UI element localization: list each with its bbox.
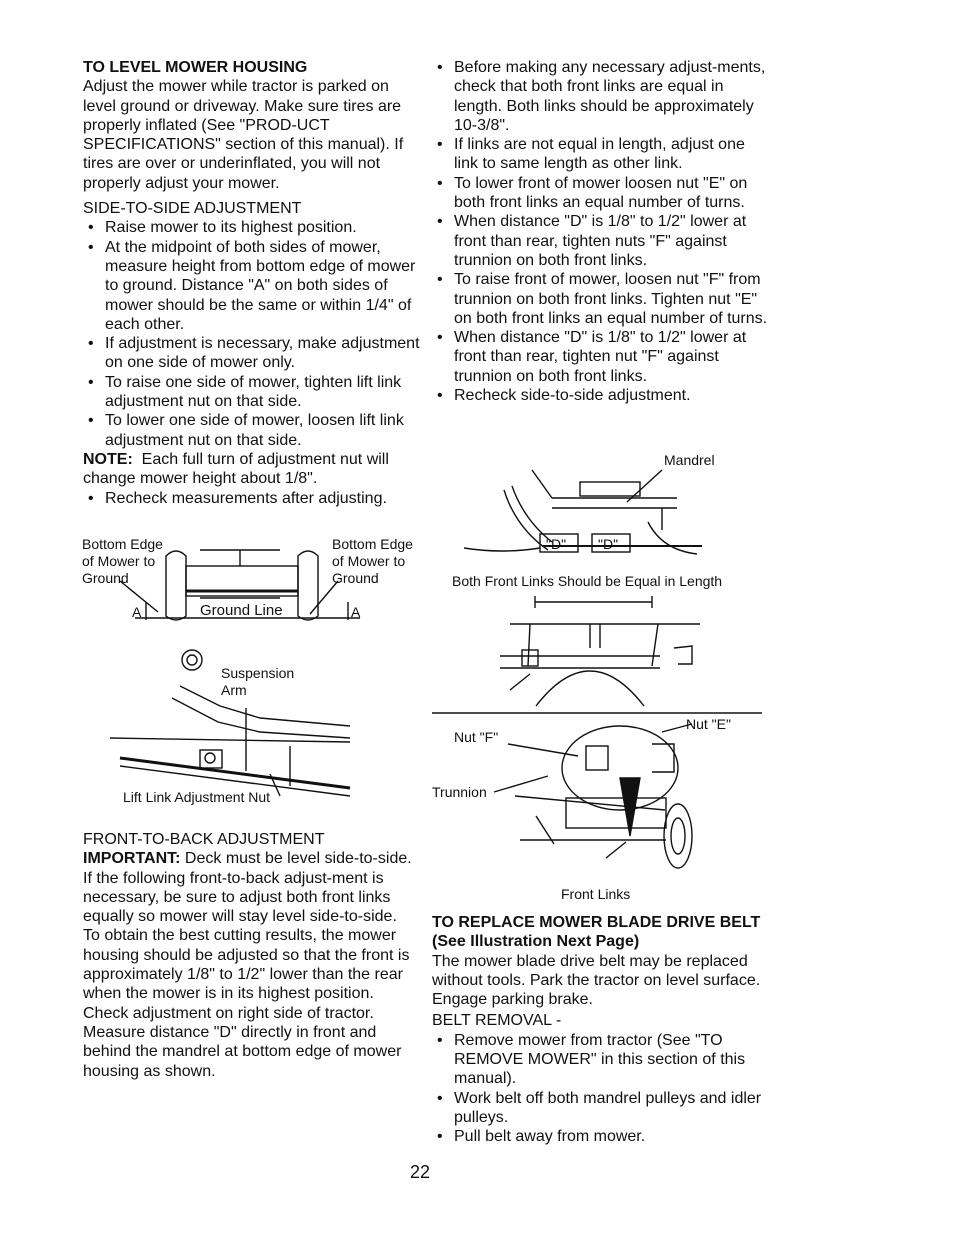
important-label: IMPORTANT: — [83, 850, 181, 868]
front-links-figure — [430, 596, 770, 906]
side-to-side-heading: SIDE-TO-SIDE ADJUSTMENT — [83, 200, 302, 218]
list-item: • Remove mower from tractor (See "TO REMOVE MOWER" in this section of this manual). — [432, 1031, 772, 1089]
replace-belt-intro: The mower blade drive belt may be replaced without tools. Park the tractor on level surface. Engage parking brake. — [432, 952, 761, 1009]
left-edge-label-1: Bottom Edge — [82, 536, 163, 552]
note — [83, 450, 423, 489]
right-column — [432, 58, 772, 405]
side-bullets — [83, 218, 423, 450]
nut-f-label: Nut "F" — [454, 729, 499, 745]
list-item: • At the midpoint of both sides of mower, measure height from bottom edge of mower to ground. Distance "A" on both sides of mower should be the same or within 1/4" of each other. — [83, 238, 423, 334]
a-left-label: A — [132, 604, 142, 620]
right-edge-label-3: Ground — [332, 570, 379, 586]
belt-removal-bullets — [432, 1031, 772, 1147]
d-left-label: "D" — [546, 536, 567, 552]
list-item: • If adjustment is necessary, make adjustment on one side of mower only. — [83, 334, 423, 373]
list-item: • To raise front of mower, loosen nut "F" from trunnion on both front links. Tighten nut "E" on both front links an equal number of turns. — [432, 270, 772, 328]
level-intro: Adjust the mower while tractor is parked on level ground or driveway. Make sure tires are properly inflated (See "PROD-UCT SPECIFICATIONS" section of this manual). If tires are over or underinflated, you will not properly adjust your mower. — [83, 78, 404, 192]
mandrel-figure — [452, 450, 772, 600]
left-edge-label-2: of Mower to — [82, 553, 156, 569]
replace-belt-heading: TO REPLACE MOWER BLADE DRIVE BELT (See Illustration Next Page) — [432, 914, 761, 951]
replace-belt-section — [432, 913, 772, 1147]
belt-removal-heading: BELT REMOVAL - — [432, 1012, 562, 1030]
list-item: • When distance "D" is 1/8" to 1/2" lower at front than rear, tighten nut "F" against trunnion on both front links. — [432, 328, 772, 386]
front-back-heading: FRONT-TO-BACK ADJUSTMENT — [83, 831, 325, 848]
ground-line-label: Ground Line — [200, 602, 283, 619]
front-back-para-2: To obtain the best cutting results, the mower housing should be adjusted so that the front is approximately 1/8" to 1/2" lower than the rear when the mower is in its highest position. — [83, 927, 410, 1003]
front-back-section — [83, 830, 423, 1081]
list-item: • If links are not equal in length, adjust one link to same length as other link. — [432, 135, 772, 174]
right-edge-label-2: of Mower to — [332, 553, 406, 569]
page-number: 22 — [410, 1162, 431, 1182]
important-note — [83, 849, 423, 926]
suspension-figure — [110, 646, 430, 811]
front-links-caption: Front Links — [561, 886, 631, 902]
list-item: • Raise mower to its highest position. — [83, 218, 423, 237]
nut-e-label: Nut "E" — [686, 716, 731, 732]
front-back-para-3: Check adjustment on right side of tractor. Measure distance "D" directly in front and behind the mandrel at bottom edge of mower housing as shown. — [83, 1004, 402, 1080]
suspension-arm-label-1: Suspension — [221, 665, 295, 681]
section-heading-level: TO LEVEL MOWER HOUSING — [83, 59, 308, 76]
left-edge-label-3: Ground — [82, 570, 129, 586]
left-column — [83, 58, 423, 508]
ground-line-figure — [80, 536, 430, 626]
mandrel-caption: Both Front Links Should be Equal in Length — [452, 573, 723, 589]
list-item: • Pull belt away from mower. — [432, 1127, 772, 1146]
a-right-label: A — [351, 604, 361, 620]
recheck-bullets — [83, 489, 423, 508]
mandrel-illustration — [452, 450, 772, 570]
note-label: NOTE: — [83, 450, 133, 468]
list-item: • Work belt off both mandrel pulleys and idler pulleys. — [432, 1089, 772, 1128]
note-text: Each full turn of adjustment nut will change mower height about 1/8". — [83, 450, 389, 488]
list-item: • Recheck measurements after adjusting. — [83, 489, 423, 508]
trunnion-label: Trunnion — [432, 784, 487, 800]
list-item: • To lower one side of mower, loosen lift link adjustment nut on that side. — [83, 411, 423, 450]
d-right-label: "D" — [598, 536, 619, 552]
lift-link-nut-label: Lift Link Adjustment Nut — [123, 789, 271, 805]
right-edge-label-1: Bottom Edge — [332, 536, 413, 552]
list-item: • Recheck side-to-side adjustment. — [432, 386, 772, 405]
list-item: • To lower front of mower loosen nut "E" on both front links an equal number of turns. — [432, 174, 772, 213]
important-text: Deck must be level side-to-side. If the following front-to-back adjust-ment is necessary, be sure to adjust both front links equally so mower will stay level side-to-side. — [83, 850, 412, 926]
list-item: • To raise one side of mower, tighten lift link adjustment nut on that side. — [83, 373, 423, 412]
front-back-bullets — [432, 58, 772, 405]
mandrel-label: Mandrel — [664, 452, 715, 468]
list-item: • When distance "D" is 1/8" to 1/2" lower at front than rear, tighten nuts "F" against trunnion on both front links. — [432, 212, 772, 270]
suspension-arm-label-2: Arm — [221, 682, 247, 698]
list-item: • Before making any necessary adjust-ments, check that both front links are equal in length. Both links should be approximately 10-3/8". — [432, 58, 772, 135]
